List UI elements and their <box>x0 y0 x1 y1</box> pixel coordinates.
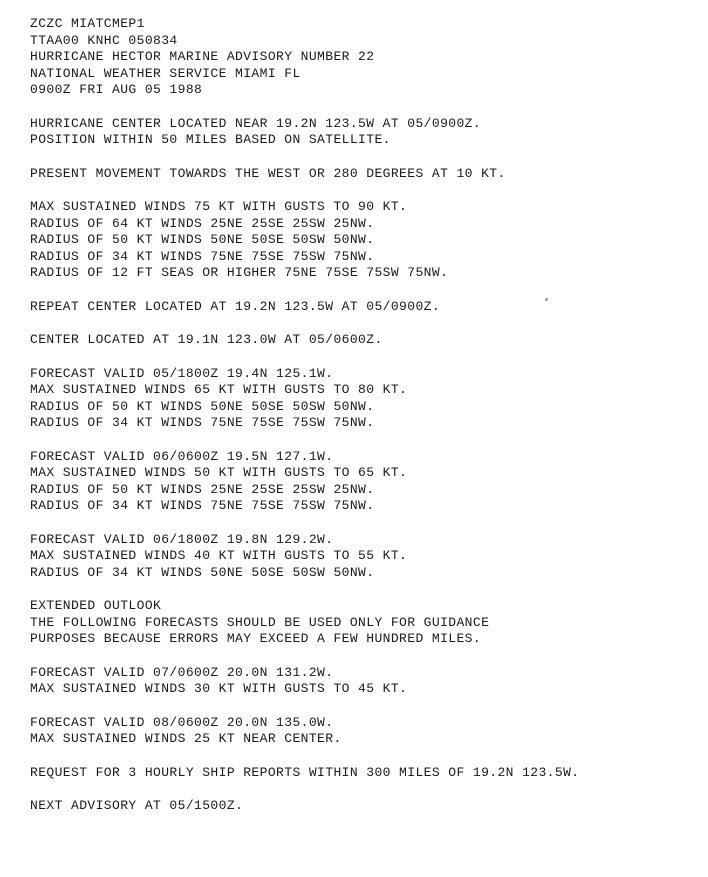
text-line: RADIUS OF 12 FT SEAS OR HIGHER 75NE 75SE 75SW 75NW. <box>30 265 449 280</box>
text-line: MAX SUSTAINED WINDS 65 KT WITH GUSTS TO 80 KT. <box>30 382 408 397</box>
text-line: HURRICANE CENTER LOCATED NEAR 19.2N 123.5W AT 05/0900Z. <box>30 115 482 131</box>
prior-position-block <box>30 332 702 349</box>
text-line: REQUEST FOR 3 HOURLY SHIP REPORTS WITHIN 300 MILES OF 19.2N 123.5W. <box>30 764 580 780</box>
text-line: RADIUS OF 50 KT WINDS 25NE 25SE 25SW 25NW. <box>30 481 375 497</box>
header-block <box>30 16 702 99</box>
next-advisory-block <box>30 798 702 815</box>
winds-block <box>30 199 702 282</box>
text-line: PURPOSES BECAUSE ERRORS MAY EXCEED A FEW HUNDRED MILES. <box>30 631 482 646</box>
text-line: MAX SUSTAINED WINDS 40 KT WITH GUSTS TO 55 KT. <box>30 548 408 563</box>
text-line: RADIUS OF 64 KT WINDS 25NE 25SE 25SW 25NW. <box>30 215 375 231</box>
header-line: TTAA00 KNHC 050834 <box>30 32 178 48</box>
advisory-document <box>30 16 702 832</box>
forecast-block-3 <box>30 532 702 582</box>
repeat-block <box>30 299 702 316</box>
text-line: FORECAST VALID 07/0600Z 20.0N 131.2W. <box>30 664 334 680</box>
text-line: MAX SUSTAINED WINDS 50 KT WITH GUSTS TO 65 KT. <box>30 465 408 480</box>
text-line: FORECAST VALID 08/0600Z 20.0N 135.0W. <box>30 714 334 730</box>
text-line: THE FOLLOWING FORECASTS SHOULD BE USED ONLY FOR GUIDANCE <box>30 614 490 630</box>
text-line: REPEAT CENTER LOCATED AT 19.2N 123.5W AT 05/0900Z. <box>30 298 441 314</box>
forecast-block-5 <box>30 715 702 748</box>
ship-report-request-block <box>30 765 702 782</box>
text-line: MAX SUSTAINED WINDS 25 KT NEAR CENTER. <box>30 731 342 746</box>
header-line: ZCZC MIATCMEP1 <box>30 16 145 31</box>
forecast-block-2 <box>30 449 702 515</box>
center-block <box>30 116 702 149</box>
text-line: RADIUS OF 50 KT WINDS 50NE 50SE 50SW 50NW. <box>30 398 375 414</box>
text-line: NEXT ADVISORY AT 05/1500Z. <box>30 798 244 813</box>
text-line: PRESENT MOVEMENT TOWARDS THE WEST OR 280 DEGREES AT 10 KT. <box>30 165 506 181</box>
forecast-block-4 <box>30 665 702 698</box>
text-line: RADIUS OF 34 KT WINDS 50NE 50SE 50SW 50NW. <box>30 564 375 580</box>
header-line: HURRICANE HECTOR MARINE ADVISORY NUMBER 22 <box>30 49 375 64</box>
extended-outlook-block <box>30 598 702 648</box>
text-line: FORECAST VALID 05/1800Z 19.4N 125.1W. <box>30 365 334 381</box>
text-line: RADIUS OF 50 KT WINDS 50NE 50SE 50SW 50NW. <box>30 232 375 247</box>
text-line: FORECAST VALID 06/0600Z 19.5N 127.1W. <box>30 448 334 464</box>
text-line: RADIUS OF 34 KT WINDS 75NE 75SE 75SW 75NW. <box>30 415 375 430</box>
text-line: CENTER LOCATED AT 19.1N 123.0W AT 05/0600Z. <box>30 332 383 347</box>
header-line: NATIONAL WEATHER SERVICE MIAMI FL <box>30 65 301 81</box>
text-line: RADIUS OF 34 KT WINDS 75NE 75SE 75SW 75NW. <box>30 498 375 513</box>
header-line: 0900Z FRI AUG 05 1988 <box>30 82 203 97</box>
text-line: MAX SUSTAINED WINDS 75 KT WITH GUSTS TO 90 KT. <box>30 199 408 214</box>
text-line: POSITION WITHIN 50 MILES BASED ON SATELLITE. <box>30 132 391 147</box>
text-line: RADIUS OF 34 KT WINDS 75NE 75SE 75SW 75NW. <box>30 248 375 264</box>
text-line: EXTENDED OUTLOOK <box>30 598 162 613</box>
movement-block <box>30 166 702 183</box>
scan-speck <box>545 298 548 301</box>
forecast-block-1 <box>30 366 702 432</box>
text-line: FORECAST VALID 06/1800Z 19.8N 129.2W. <box>30 531 334 547</box>
text-line: MAX SUSTAINED WINDS 30 KT WITH GUSTS TO 45 KT. <box>30 681 408 696</box>
